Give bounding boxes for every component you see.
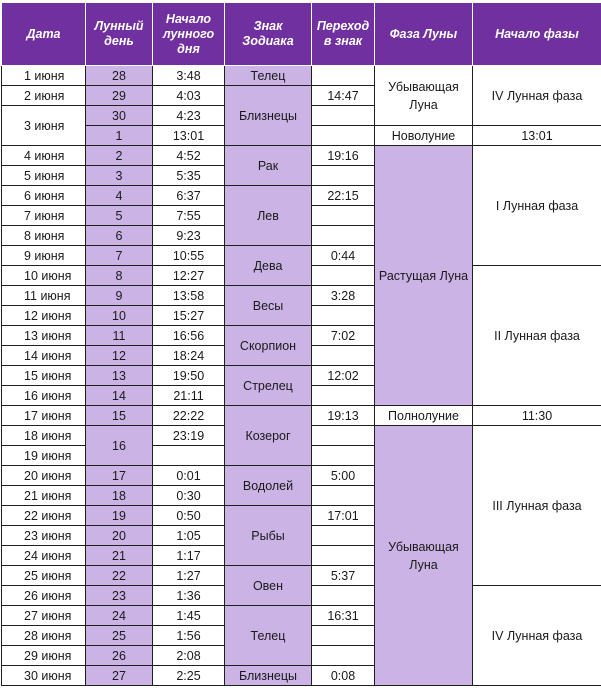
- zodiac-cell: Телец: [225, 66, 312, 86]
- lunar-day-start-cell: 1:05: [153, 526, 225, 546]
- transition-cell: 7:02: [312, 326, 375, 346]
- date-cell: 28 июня: [2, 626, 86, 646]
- date-cell: 11 июня: [2, 286, 86, 306]
- transition-cell: [312, 166, 375, 186]
- lunar-day-start-cell: 13:58: [153, 286, 225, 306]
- zodiac-cell: Рак: [225, 146, 312, 186]
- lunar-day-cell: 18: [86, 486, 153, 506]
- date-cell: 24 июня: [2, 546, 86, 566]
- zodiac-cell: Стрелец: [225, 366, 312, 406]
- transition-cell: [312, 226, 375, 246]
- phase-start-cell: I Лунная фаза: [473, 146, 601, 266]
- phase-start-cell: IV Лунная фаза: [473, 586, 601, 686]
- transition-cell: [312, 626, 375, 646]
- zodiac-cell: Козерог: [225, 406, 312, 466]
- lunar-day-start-cell: 21:11: [153, 386, 225, 406]
- date-cell: 19 июня: [2, 446, 86, 466]
- transition-cell: [312, 66, 375, 86]
- lunar-day-start-cell: 13:01: [153, 126, 225, 146]
- date-cell: 12 июня: [2, 306, 86, 326]
- moon-phase-cell: Полнолуние: [375, 406, 473, 426]
- header-lunar-day: Лунный день: [86, 3, 153, 66]
- transition-cell: 19:16: [312, 146, 375, 166]
- transition-cell: [312, 106, 375, 126]
- transition-cell: 17:01: [312, 506, 375, 526]
- lunar-day-start-cell: 1:17: [153, 546, 225, 566]
- lunar-day-start-cell: 3:48: [153, 66, 225, 86]
- zodiac-cell: Близнецы: [225, 666, 312, 686]
- lunar-day-cell: 24: [86, 606, 153, 626]
- transition-cell: 3:28: [312, 286, 375, 306]
- lunar-day-start-cell: 2:25: [153, 666, 225, 686]
- lunar-day-cell: 6: [86, 226, 153, 246]
- lunar-day-start-cell: [153, 446, 225, 466]
- date-cell: 15 июня: [2, 366, 86, 386]
- transition-cell: 22:15: [312, 186, 375, 206]
- date-cell: 21 июня: [2, 486, 86, 506]
- lunar-day-cell: 13: [86, 366, 153, 386]
- table-row: [2, 146, 601, 166]
- lunar-day-start-cell: 4:52: [153, 146, 225, 166]
- transition-cell: [312, 546, 375, 566]
- lunar-day-cell: 14: [86, 386, 153, 406]
- moon-phase-cell: Убывающая Луна: [375, 66, 473, 126]
- phase-start-cell: 11:30: [473, 406, 601, 426]
- lunar-day-cell: 19: [86, 506, 153, 526]
- phase-start-cell: IV Лунная фаза: [473, 66, 601, 126]
- table-row: [2, 406, 601, 426]
- lunar-day-cell: 23: [86, 586, 153, 606]
- lunar-day-start-cell: 16:56: [153, 326, 225, 346]
- lunar-day-cell: 9: [86, 286, 153, 306]
- zodiac-cell: Овен: [225, 566, 312, 606]
- lunar-day-start-cell: 19:50: [153, 366, 225, 386]
- date-cell: 7 июня: [2, 206, 86, 226]
- lunar-day-start-cell: 1:45: [153, 606, 225, 626]
- phase-start-cell: II Лунная фаза: [473, 266, 601, 406]
- lunar-day-cell: 5: [86, 206, 153, 226]
- date-cell: 9 июня: [2, 246, 86, 266]
- lunar-day-cell: 25: [86, 626, 153, 646]
- zodiac-cell: Весы: [225, 286, 312, 326]
- transition-cell: [312, 586, 375, 606]
- date-cell: 13 июня: [2, 326, 86, 346]
- header-moon-phase: Фаза Луны: [375, 3, 473, 66]
- lunar-day-cell: 20: [86, 526, 153, 546]
- transition-cell: [312, 386, 375, 406]
- transition-cell: [312, 446, 375, 466]
- lunar-day-cell: 1: [86, 126, 153, 146]
- date-cell: 22 июня: [2, 506, 86, 526]
- lunar-day-cell: 22: [86, 566, 153, 586]
- moon-phase-cell: Новолуние: [375, 126, 473, 146]
- transition-cell: 5:00: [312, 466, 375, 486]
- lunar-day-start-cell: 0:01: [153, 466, 225, 486]
- header-date: Дата: [2, 3, 86, 66]
- lunar-day-cell: 7: [86, 246, 153, 266]
- date-cell: 23 июня: [2, 526, 86, 546]
- lunar-day-cell: 16: [86, 426, 153, 466]
- moon-phase-cell: Растущая Луна: [375, 146, 473, 406]
- transition-cell: [312, 646, 375, 666]
- date-cell: 26 июня: [2, 586, 86, 606]
- lunar-day-cell: 27: [86, 666, 153, 686]
- date-cell: 20 июня: [2, 466, 86, 486]
- lunar-day-cell: 28: [86, 66, 153, 86]
- transition-cell: 0:08: [312, 666, 375, 686]
- date-cell: 5 июня: [2, 166, 86, 186]
- lunar-day-cell: 10: [86, 306, 153, 326]
- moon-phase-cell: Убывающая Луна: [375, 426, 473, 686]
- transition-cell: 5:37: [312, 566, 375, 586]
- date-cell: 6 июня: [2, 186, 86, 206]
- table-row: [2, 66, 601, 86]
- lunar-day-cell: 26: [86, 646, 153, 666]
- lunar-day-cell: 11: [86, 326, 153, 346]
- date-cell: 18 июня: [2, 426, 86, 446]
- zodiac-cell: Телец: [225, 606, 312, 666]
- lunar-day-start-cell: 2:08: [153, 646, 225, 666]
- transition-cell: 12:02: [312, 366, 375, 386]
- transition-cell: 16:31: [312, 606, 375, 626]
- transition-cell: [312, 266, 375, 286]
- lunar-day-start-cell: 12:27: [153, 266, 225, 286]
- lunar-day-cell: 15: [86, 406, 153, 426]
- lunar-day-start-cell: 5:35: [153, 166, 225, 186]
- lunar-day-cell: 12: [86, 346, 153, 366]
- lunar-day-start-cell: 10:55: [153, 246, 225, 266]
- zodiac-cell: Близнецы: [225, 86, 312, 146]
- transition-cell: 19:13: [312, 406, 375, 426]
- lunar-day-start-cell: 15:27: [153, 306, 225, 326]
- lunar-day-start-cell: 1:27: [153, 566, 225, 586]
- date-cell: 8 июня: [2, 226, 86, 246]
- date-cell: 4 июня: [2, 146, 86, 166]
- date-cell: 29 июня: [2, 646, 86, 666]
- lunar-day-start-cell: 9:23: [153, 226, 225, 246]
- transition-cell: [312, 486, 375, 506]
- lunar-day-start-cell: 22:22: [153, 406, 225, 426]
- header-row: [2, 3, 601, 66]
- date-cell: 17 июня: [2, 406, 86, 426]
- transition-cell: [312, 526, 375, 546]
- lunar-day-cell: 3: [86, 166, 153, 186]
- transition-cell: [312, 346, 375, 366]
- lunar-day-start-cell: 0:30: [153, 486, 225, 506]
- date-cell: 16 июня: [2, 386, 86, 406]
- lunar-day-start-cell: 23:19: [153, 426, 225, 446]
- phase-start-cell: 13:01: [473, 126, 601, 146]
- zodiac-cell: Водолей: [225, 466, 312, 506]
- lunar-day-cell: 17: [86, 466, 153, 486]
- lunar-day-start-cell: 18:24: [153, 346, 225, 366]
- lunar-day-start-cell: 0:50: [153, 506, 225, 526]
- date-cell: 14 июня: [2, 346, 86, 366]
- lunar-day-cell: 8: [86, 266, 153, 286]
- transition-cell: [312, 206, 375, 226]
- transition-cell: [312, 426, 375, 446]
- header-transition: Переход в знак: [312, 3, 375, 66]
- zodiac-cell: Скорпион: [225, 326, 312, 366]
- transition-cell: 14:47: [312, 86, 375, 106]
- transition-cell: [312, 126, 375, 146]
- lunar-day-cell: 4: [86, 186, 153, 206]
- lunar-day-start-cell: 7:55: [153, 206, 225, 226]
- transition-cell: 0:44: [312, 246, 375, 266]
- date-cell: 10 июня: [2, 266, 86, 286]
- phase-start-cell: III Лунная фаза: [473, 426, 601, 586]
- lunar-day-start-cell: 6:37: [153, 186, 225, 206]
- lunar-day-cell: 21: [86, 546, 153, 566]
- transition-cell: [312, 306, 375, 326]
- zodiac-cell: Дева: [225, 246, 312, 286]
- date-cell: 27 июня: [2, 606, 86, 626]
- lunar-day-start-cell: 1:56: [153, 626, 225, 646]
- lunar-day-start-cell: 1:36: [153, 586, 225, 606]
- date-cell: 2 июня: [2, 86, 86, 106]
- date-cell: 25 июня: [2, 566, 86, 586]
- header-lunar-day-start: Начало лунного дня: [153, 3, 225, 66]
- date-cell: 3 июня: [2, 106, 86, 146]
- lunar-calendar-table: [1, 2, 601, 686]
- header-zodiac: Знак Зодиака: [225, 3, 312, 66]
- header-phase-start: Начало фазы: [473, 3, 601, 66]
- date-cell: 1 июня: [2, 66, 86, 86]
- lunar-day-start-cell: 4:23: [153, 106, 225, 126]
- zodiac-cell: Рыбы: [225, 506, 312, 566]
- lunar-day-cell: 30: [86, 106, 153, 126]
- lunar-day-cell: 2: [86, 146, 153, 166]
- lunar-day-start-cell: 4:03: [153, 86, 225, 106]
- lunar-day-cell: 29: [86, 86, 153, 106]
- zodiac-cell: Лев: [225, 186, 312, 246]
- date-cell: 30 июня: [2, 666, 86, 686]
